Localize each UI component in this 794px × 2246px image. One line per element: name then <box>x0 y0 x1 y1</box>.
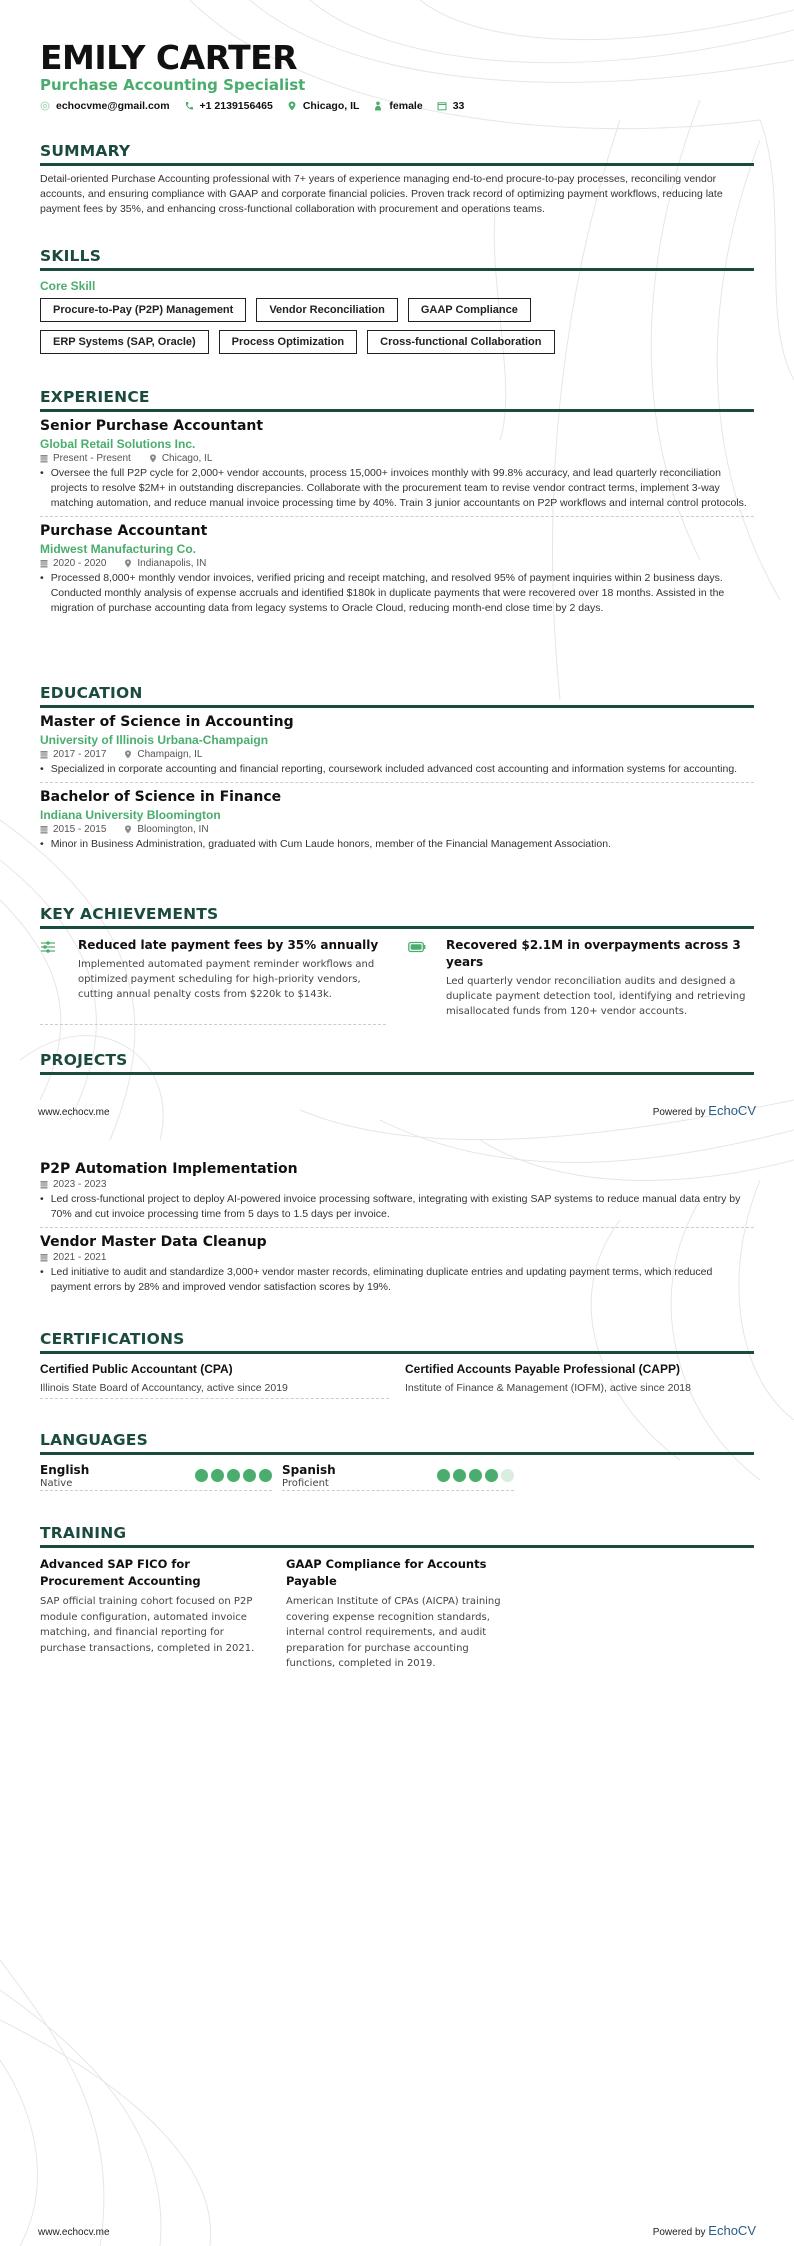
certification-item <box>405 1362 754 1399</box>
person-icon <box>373 101 383 111</box>
rating-dot-filled <box>453 1469 466 1482</box>
bullet-item: • Specialized in corporate accounting and financial reporting, coursework included advanced cost accounting and information systems for accounting. <box>40 763 738 775</box>
calendar-icon <box>40 559 48 568</box>
bullet-item: • Minor in Business Administration, graduated with Cum Laude honors, member of the Financial Management Association. <box>40 838 611 850</box>
language-item <box>282 1463 514 1491</box>
page-footer <box>38 2223 756 2238</box>
degree-title: Master of Science in Accounting <box>40 714 294 730</box>
job-title: Senior Purchase Accountant <box>40 418 264 434</box>
calendar-icon <box>40 750 48 759</box>
achievement-desc: Implemented automated payment reminder workflows and optimized payment scheduling for high-priority vendors, cutting annual penalty costs from $220k to $143k. <box>78 959 375 1000</box>
project-entry <box>40 1228 754 1300</box>
rating-dot-filled <box>485 1469 498 1482</box>
certification-item <box>40 1362 389 1399</box>
skill-chip: Procure-to-Pay (P2P) Management <box>40 298 246 322</box>
experience-entry <box>40 517 754 621</box>
section-title: SKILLS <box>40 247 754 271</box>
candidate-role: Purchase Accounting Specialist <box>40 76 306 94</box>
language-rating-dots <box>195 1469 272 1482</box>
skill-chip: Vendor Reconciliation <box>256 298 398 322</box>
bullet-item: • Oversee the full P2P cycle for 2,000+ vendor accounts, process 15,000+ invoices monthly with 99.8% accuracy, and lead quarterly reconciliation projects to resolve $2M+ in outstanding discrepancies. Collaborate with the procurement team to revise vendor contract terms, implement 3-way matching automation, and reduce manual invoice processing time by 40%. Train 3 junior accountants on P2P workflows and internal control protocols. <box>40 467 747 509</box>
certification-desc: Institute of Finance & Management (IOFM), active since 2018 <box>405 1382 691 1394</box>
certification-desc: Illinois State Board of Accountancy, active since 2019 <box>40 1382 389 1399</box>
skill-chip: Process Optimization <box>219 330 357 354</box>
language-level: Native <box>40 1478 73 1489</box>
section-title: PROJECTS <box>40 1051 754 1075</box>
calendar-icon <box>437 101 447 111</box>
skill-chip: Cross-functional Collaboration <box>367 330 554 354</box>
section-title: EDUCATION <box>40 684 754 708</box>
language-name: English <box>40 1463 90 1477</box>
location-pin-icon <box>124 825 132 834</box>
job-location: Indianapolis, IN <box>137 558 207 569</box>
language-rating-dots <box>437 1469 514 1482</box>
languages-section <box>40 1431 754 1491</box>
date-range: 2021 - 2021 <box>53 1252 107 1263</box>
footer-powered-by: Powered by EchoCV <box>652 1103 756 1118</box>
rating-dot-empty <box>501 1469 514 1482</box>
achievements-section <box>40 905 754 1025</box>
projects-list <box>40 1157 754 1300</box>
skill-chips <box>40 298 754 322</box>
job-title: Purchase Accountant <box>40 523 208 539</box>
battery-icon <box>408 941 426 953</box>
rating-dot-filled <box>243 1469 256 1482</box>
experience-entry <box>40 412 754 517</box>
education-section <box>40 684 754 857</box>
calendar-icon <box>40 825 48 834</box>
school-name: Indiana University Bloomington <box>40 808 221 822</box>
company-name: Global Retail Solutions Inc. <box>40 437 196 451</box>
projects-section <box>40 1051 754 1075</box>
training-title: Advanced SAP FICO for Procurement Accounting <box>40 1557 201 1588</box>
date-range: Present - Present <box>53 453 131 464</box>
phone-icon <box>184 101 194 111</box>
bullet-item: • Led cross-functional project to deploy AI-powered invoice processing software, integrating with existing SAP systems to reduce manual data entry by 70% and cut invoice processing time from 5 days to 1.5 days per invoice. <box>40 1193 741 1220</box>
training-title: GAAP Compliance for Accounts Payable <box>286 1557 487 1588</box>
degree-title: Bachelor of Science in Finance <box>40 789 282 805</box>
rating-dot-filled <box>211 1469 224 1482</box>
date-range: 2020 - 2020 <box>53 558 107 569</box>
footer-website-link[interactable]: www.echocv.me <box>38 2227 110 2238</box>
section-title: EXPERIENCE <box>40 388 754 412</box>
location-pin-icon <box>287 101 297 111</box>
resume-header <box>0 0 794 130</box>
school-location: Bloomington, IN <box>137 824 209 835</box>
company-name: Midwest Manufacturing Co. <box>40 542 196 556</box>
skill-group-label: Core Skill <box>40 279 96 293</box>
education-entry <box>40 708 754 783</box>
date-range: 2023 - 2023 <box>53 1179 107 1190</box>
training-desc: American Institute of CPAs (AICPA) training covering expense recognition standards, internal control requirements, and audit preparation for purchase accounting functions, completed in 2019. <box>286 1596 501 1669</box>
location-pin-icon <box>124 750 132 759</box>
summary-text: Detail-oriented Purchase Accounting professional with 7+ years of experience managing end-to-end procure-to-pay processes, reconciling vendor accounts, and ensuring compliance with GAAP and corporate financial policies. Proven track record of optimizing payment workflows, reducing late payment fees by 35%, and enhancing cross-functional collaboration with procurement and operations teams. <box>40 173 723 215</box>
achievement-item <box>40 937 386 1025</box>
rating-dot-filled <box>259 1469 272 1482</box>
certifications-section <box>40 1330 754 1399</box>
achievement-desc: Led quarterly vendor reconciliation audits and designed a duplicate payment detection tool, identifying and retrieving misallocated funds from 120+ vendor accounts. <box>446 976 746 1017</box>
footer-brand[interactable]: EchoCV <box>708 1103 756 1118</box>
project-entry <box>40 1157 754 1228</box>
achievement-item <box>408 937 754 1025</box>
bullet-item: • Led initiative to audit and standardize 3,000+ vendor master records, eliminating duplicate entries and updating payment terms, which reduced payment errors by 28% and improved vendor satisfaction scores by 19%. <box>40 1266 713 1293</box>
candidate-name: EMILY CARTER <box>40 38 298 77</box>
calendar-icon <box>40 1180 48 1189</box>
page-footer <box>38 1103 756 1118</box>
contact-row <box>40 100 464 112</box>
project-title: P2P Automation Implementation <box>40 1161 298 1177</box>
certification-title: Certified Accounts Payable Professional (CAPP) <box>405 1362 680 1376</box>
contact-gender: female <box>373 100 422 112</box>
footer-powered-by: Powered by EchoCV <box>652 2223 756 2238</box>
training-item <box>286 1556 506 1672</box>
section-title: TRAINING <box>40 1524 754 1548</box>
language-item <box>40 1463 272 1491</box>
section-title: KEY ACHIEVEMENTS <box>40 905 754 929</box>
skill-chips <box>40 330 754 354</box>
contact-age: 33 <box>437 100 465 112</box>
summary-section <box>40 142 754 217</box>
training-item <box>40 1556 260 1672</box>
skill-chip: GAAP Compliance <box>408 298 531 322</box>
language-level: Proficient <box>282 1478 329 1489</box>
section-title: LANGUAGES <box>40 1431 754 1455</box>
experience-section <box>40 388 754 621</box>
project-title: Vendor Master Data Cleanup <box>40 1234 267 1250</box>
language-name: Spanish <box>282 1463 336 1477</box>
job-location: Chicago, IL <box>161 453 213 464</box>
section-title: SUMMARY <box>40 142 754 166</box>
certification-title: Certified Public Accountant (CPA) <box>40 1362 233 1376</box>
rating-dot-filled <box>437 1469 450 1482</box>
contact-location: Chicago, IL <box>287 100 360 112</box>
location-pin-icon <box>124 559 132 568</box>
rating-dot-filled <box>469 1469 482 1482</box>
bullet-item: • Processed 8,000+ monthly vendor invoices, verified pricing and receipt matching, and resolved 95% of payment inquiries within 2 business days. Conducted monthly analysis of expense accruals and identified $180k in duplicate payments that were recovered over 18 months. Assisted in the migration of purchase accounting data from legacy systems to Oracle Cloud, reducing month-end close time by 2 days. <box>40 572 725 614</box>
achievement-title: Recovered $2.1M in overpayments across 3 years <box>446 938 741 969</box>
contact-phone[interactable]: +1 2139156465 <box>184 100 273 112</box>
date-range: 2017 - 2017 <box>53 749 107 760</box>
calendar-icon <box>40 1253 48 1262</box>
rating-dot-filled <box>227 1469 240 1482</box>
email-icon <box>40 101 50 111</box>
rating-dot-filled <box>195 1469 208 1482</box>
calendar-icon <box>40 454 48 463</box>
footer-website-link[interactable]: www.echocv.me <box>38 1107 110 1118</box>
training-desc: SAP official training cohort focused on P2P module configuration, automated invoice matching, and financial reporting for purchase transactions, completed in 2021. <box>40 1596 255 1654</box>
sliders-icon <box>40 940 56 954</box>
skill-chip: ERP Systems (SAP, Oracle) <box>40 330 209 354</box>
date-range: 2015 - 2015 <box>53 824 107 835</box>
contact-email[interactable]: echocvme@gmail.com <box>40 100 170 112</box>
skills-section <box>40 247 754 354</box>
section-title: CERTIFICATIONS <box>40 1330 754 1354</box>
education-entry <box>40 783 754 857</box>
school-location: Champaign, IL <box>137 749 203 760</box>
footer-brand[interactable]: EchoCV <box>708 2223 756 2238</box>
school-name: University of Illinois Urbana-Champaign <box>40 733 269 747</box>
achievement-title: Reduced late payment fees by 35% annually <box>78 938 379 952</box>
location-pin-icon <box>149 454 157 463</box>
training-section <box>40 1524 754 1672</box>
